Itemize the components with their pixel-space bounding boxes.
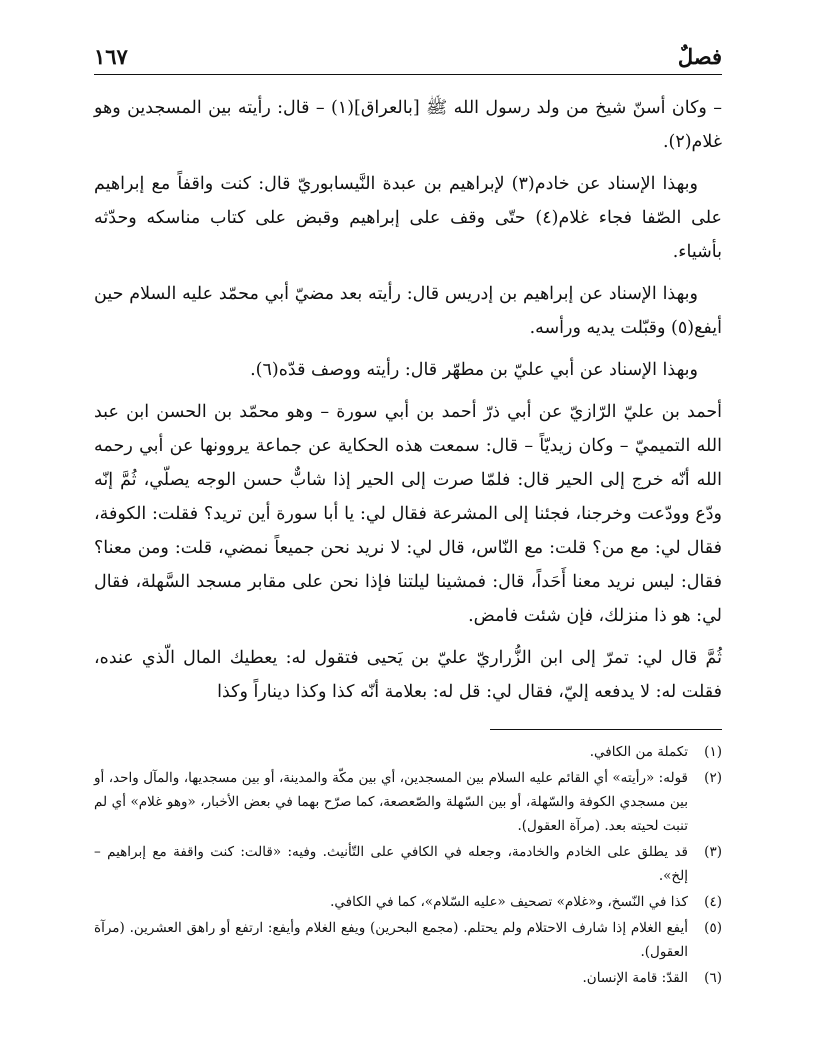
footnotes [94,740,722,990]
footnote-item [94,840,722,888]
paragraph: وبهذا الإسناد عن أبي عليّ بن مطهّر قال: رأيته ووصف قدّه(٦). [250,360,698,380]
paragraph: وبهذا الإسناد عن إبراهيم بن إدريس قال: رأيته بعد مضيّ أبي محمّد عليه السلام حين أيفع(٥) وقبّلت يديه ورأسه. [94,284,722,338]
footnote-number: (٥) [704,920,722,936]
footnote-item [94,916,722,964]
footnote-text: قوله: «رأيته» أي القائم عليه السلام بين المسجدين، أي بين مكّة والمدينة، أو بين مسجديها، والمآل واحد، أو بين مسجدي الكوفة والسّهلة، أو بين السّهلة والصّعصعة، كما صرّح بهما في بعض الأخبار، «وهو غلام» أي لم تنبت لحيته بعد. (مرآة العقول). [94,770,688,834]
footnote-text: كذا في النّسخ، و«غلام» تصحيف «عليه السّلام»، كما في الكافي. [330,894,688,910]
footnote-number: (٢) [704,770,722,786]
footnote-number: (٤) [704,894,722,910]
chapter-title: فصلٌ [677,44,722,69]
paragraph: ثُمَّ قال لي: تمرّ إلى ابن الزُّراريّ عليّ بن يَحيى فتقول له: يعطيك المال الّذي عنده، فقلت له: لا يدفعه إليّ، فقال لي: قل له: بعلامة أنّه كذا وكذا ديناراً وكذا [94,648,722,702]
page-number: ١٦٧ [94,44,128,69]
footnote-item [94,890,722,914]
paragraph: – وكان أسنّ شيخ من ولد رسول الله ﷺ [بالعراق](١) – قال: رأيته بين المسجدين وهو غلام(٢). [94,98,723,152]
footnote-number: (٣) [704,844,722,860]
footnote-item [94,740,722,764]
footnote-divider [490,729,722,730]
paragraph: أحمد بن عليّ الرّازيّ عن أبي ذرّ أحمد بن أبي سورة – وهو محمّد بن الحسن ابن عبد الله التميميّ – وكان زيديّاً – قال: سمعت هذه الحكاية عن جماعة يروونها عن أبي رحمه الله أنّه خرج إلى الحير قال: فلمّا صرت إلى الحير إذا شابٌّ حسن الوجه يصلّي، ثُمَّ إنّه ودّع وودّعت وخرجنا، فجئنا إلى المشرعة فقال لي: يا أبا سورة أين تريد؟ فقلت: الكوفة، فقال لي: مع من؟ قلت: مع النّاس، قال لي: لا نريد نحن جميعاً نمضي، قلت: ومن معنا؟ فقال: ليس نريد معنا أَحَداً، قال: فمشينا ليلتنا فإذا نحن على مقابر مسجد السَّهلة، فقال لي: هو ذا منزلك، فإن شئت فامض. [94,402,722,626]
paragraph: وبهذا الإسناد عن خادم(٣) لإبراهيم بن عبدة النَّيسابوريّ قال: كنت واقفاً مع إبراهيم على الصّفا فجاء غلام(٤) حتّى وقف على إبراهيم وقبض على كتاب مناسكه وحدّثه بأشياء. [94,174,722,262]
page-header [94,38,722,75]
footnote-text: قد يطلق على الخادم والخادمة، وجعله في الكافي على التّأنيث. وفيه: «قالت: كنت واقفة مع إبراهيم – إلخ». [94,844,688,884]
footnote-item [94,766,722,838]
footnote-text: أيفع الغلام إذا شارف الاحتلام ولم يحتلم. (مجمع البحرين) ويفع الغلام وأيفع: ارتفع أو راهق العشرين. (مرآة العقول). [94,920,688,960]
footnote-text: تكملة من الكافي. [589,744,688,760]
book-page [94,38,722,1038]
main-text [94,91,722,709]
footnote-item [94,966,722,990]
footnote-number: (٦) [704,970,722,986]
footnote-text: القدّ: قامة الإنسان. [582,970,688,986]
footnote-number: (١) [704,744,722,760]
